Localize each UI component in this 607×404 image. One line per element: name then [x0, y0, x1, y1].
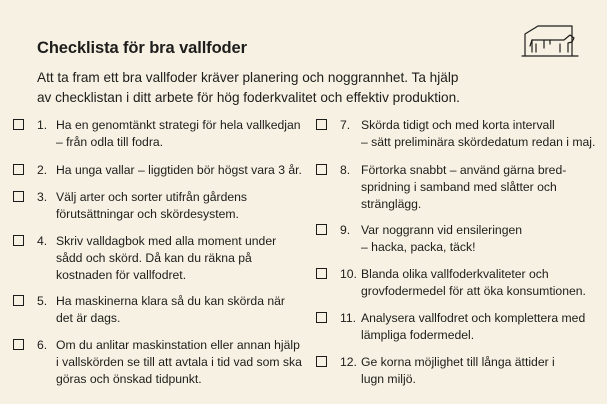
cow-barn-icon [520, 22, 580, 63]
checkbox[interactable] [13, 119, 24, 130]
item-number: 12. [340, 355, 357, 369]
intro-text [37, 68, 492, 108]
checkbox[interactable] [316, 119, 327, 130]
item-line: förutsättningar och skördesystem. [56, 207, 239, 221]
item-line: sådd och skörd. Då kan du räkna på [56, 251, 252, 265]
item-line: Ha maskinerna klara så du kan skörda när [56, 294, 285, 308]
checkbox[interactable] [316, 268, 327, 279]
item-line: grovfodermedel för att öka konsumtionen. [361, 284, 586, 298]
item-number: 8. [340, 163, 351, 177]
item-number: 5. [37, 294, 48, 308]
item-line: Ha unga vallar – liggtiden bör högst vara 3 år. [56, 163, 302, 177]
item-line: Blanda olika vallfoderkvaliteter och [361, 267, 549, 281]
item-text [361, 222, 522, 256]
item-line: lugn miljö. [361, 372, 416, 386]
item-number: 1. [37, 118, 48, 132]
item-line: Ge korna möjlighet till långa ättider i [361, 355, 555, 369]
item-line: spridning i samband med slåtter och [361, 180, 557, 194]
item-line: Var noggrann vid ensileringen [361, 223, 523, 237]
item-line: – från odla till fodra. [56, 135, 164, 149]
item-line: – hacka, packa, täck! [361, 240, 476, 254]
item-line: göras och önskad tidpunkt. [56, 372, 202, 386]
item-number: 10. [340, 267, 357, 281]
checkbox[interactable] [13, 235, 24, 246]
item-line: i vallskörden se till att avtala i tid vad som ska [56, 355, 302, 369]
item-line: Ha en genomtänkt strategi för hela vallkedjan [56, 118, 301, 132]
item-text [361, 117, 595, 151]
checkbox[interactable] [13, 295, 24, 306]
item-number: 9. [340, 223, 351, 237]
item-line: Om du anlitar maskinstation eller annan hjälp [56, 338, 300, 352]
checkbox[interactable] [13, 191, 24, 202]
item-number: 6. [37, 338, 48, 352]
item-text [361, 310, 585, 344]
checkbox[interactable] [13, 164, 24, 175]
item-text [56, 337, 302, 388]
item-text [361, 266, 586, 300]
item-number: 11. [340, 311, 357, 325]
checkbox[interactable] [13, 339, 24, 350]
checkbox[interactable] [316, 224, 327, 235]
item-number: 4. [37, 234, 48, 248]
item-text [56, 117, 301, 151]
checkbox[interactable] [316, 312, 327, 323]
item-text [361, 162, 566, 213]
item-line: – sätt preliminära skördedatum redan i maj. [361, 135, 596, 149]
item-text [56, 233, 276, 284]
intro-line: av checklistan i ditt arbete för hög foderkvalitet och effektiv produktion. [37, 90, 460, 105]
intro-line: Att ta fram ett bra vallfoder kräver planering och noggrannhet. Ta hjälp [37, 70, 459, 85]
item-line: Skriv valldagbok med alla moment under [56, 234, 277, 248]
item-number: 3. [37, 190, 48, 204]
item-line: lämpliga fodermedel. [361, 328, 475, 342]
item-text [56, 189, 247, 223]
item-line: stränglägg. [361, 197, 422, 211]
item-line: Förtorka snabbt – använd gärna bred- [361, 163, 567, 177]
item-line: Analysera vallfodret och komplettera med [361, 311, 586, 325]
checkbox[interactable] [316, 164, 327, 175]
item-text [56, 293, 285, 327]
item-line: Skörda tidigt och med korta intervall [361, 118, 555, 132]
item-number: 2. [37, 163, 48, 177]
checkbox[interactable] [316, 356, 327, 367]
item-text [361, 354, 555, 388]
item-line: det är dags. [56, 311, 121, 325]
item-text [56, 162, 302, 179]
page-title: Checklista för bra vallfoder [37, 39, 247, 57]
item-number: 7. [340, 118, 351, 132]
item-line: kostnaden för vallfodret. [56, 268, 187, 282]
item-line: Välj arter och sorter utifrån gårdens [56, 190, 248, 204]
